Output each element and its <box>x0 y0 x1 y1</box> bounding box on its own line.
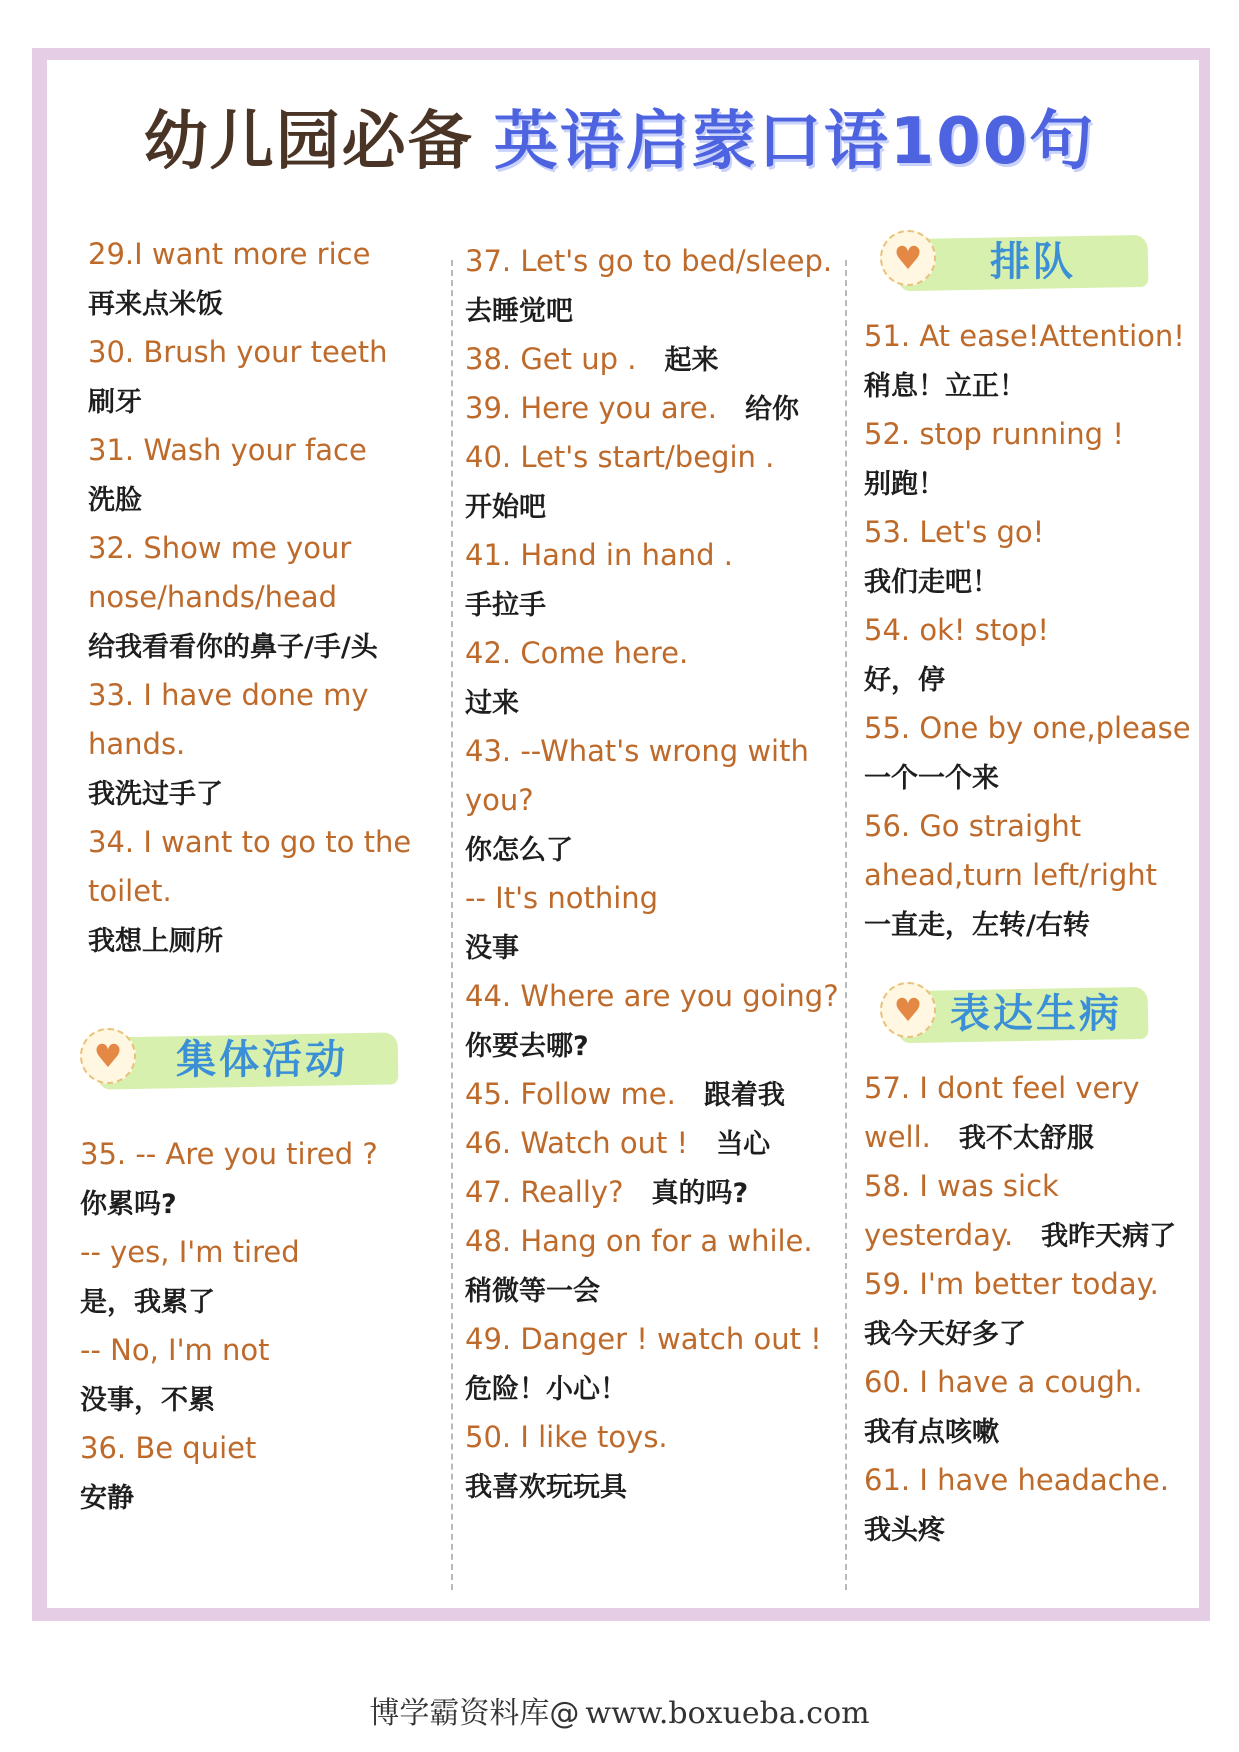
phrase-column-1 <box>80 230 428 1522</box>
chinese-translation: 再来点米饭 <box>88 289 223 320</box>
english-phrase: you? <box>465 783 534 817</box>
english-phrase: 58. I was sick <box>864 1169 1059 1203</box>
chinese-translation: 你累吗? <box>80 1189 177 1220</box>
phrase-list <box>80 1130 428 1522</box>
phrase-line <box>88 769 428 818</box>
chinese-translation: 真的吗? <box>651 1178 749 1209</box>
phrase-line <box>88 475 428 524</box>
chinese-translation: 没事 <box>465 933 519 964</box>
english-phrase: well. <box>864 1120 931 1154</box>
phrase-line <box>465 678 845 727</box>
phrase-line <box>80 1326 428 1375</box>
english-phrase: 38. Get up . <box>465 342 637 376</box>
phrase-line <box>88 622 428 671</box>
phrase-line <box>465 629 845 678</box>
page-title <box>0 90 1239 182</box>
section-label: 排队 <box>990 239 1076 285</box>
english-phrase: 47. Really? <box>465 1175 624 1209</box>
chinese-translation: 给你 <box>744 394 799 425</box>
phrase-line <box>88 818 428 867</box>
english-phrase: 41. Hand in hand . <box>465 538 733 572</box>
english-phrase: 60. I have a cough. <box>864 1365 1143 1399</box>
phrase-line <box>88 524 428 573</box>
english-phrase: 31. Wash your face <box>88 433 367 467</box>
chinese-translation: 开始吧 <box>465 492 546 523</box>
phrase-line <box>864 802 1194 851</box>
section-label: 表达生病 <box>950 991 1122 1037</box>
phrase-line <box>465 237 845 286</box>
phrase-line <box>864 1064 1194 1113</box>
phrase-line <box>88 328 428 377</box>
phrase-line <box>465 1413 845 1462</box>
english-phrase: 57. I dont feel very <box>864 1071 1140 1105</box>
english-phrase: 46. Watch out ! <box>465 1126 689 1160</box>
chinese-translation: 我们走吧！ <box>864 567 999 598</box>
english-phrase: 53. Let's go! <box>864 515 1045 549</box>
chinese-translation: 跟着我 <box>703 1080 785 1111</box>
english-phrase: hands. <box>88 727 186 761</box>
footer-watermark <box>0 1688 1239 1732</box>
phrase-line <box>465 1119 845 1168</box>
english-phrase: 30. Brush your teeth <box>88 335 388 369</box>
phrase-line <box>864 1113 1194 1162</box>
phrase-line <box>864 1211 1194 1260</box>
phrase-line <box>864 1260 1194 1309</box>
phrase-column-3 <box>864 222 1194 1554</box>
phrase-line <box>864 753 1194 802</box>
chinese-translation: 洗脸 <box>88 485 142 516</box>
phrase-line <box>465 972 845 1021</box>
chinese-translation: 别跑！ <box>864 469 945 500</box>
phrase-line <box>465 1070 845 1119</box>
english-phrase: -- yes, I'm tired <box>80 1235 300 1269</box>
phrase-line <box>80 1375 428 1424</box>
english-phrase: ahead,turn left/right <box>864 858 1158 892</box>
phrase-line <box>864 1358 1194 1407</box>
phrase-line <box>80 1228 428 1277</box>
phrase-line <box>864 606 1194 655</box>
phrase-line <box>88 573 428 622</box>
phrase-line <box>88 671 428 720</box>
heart-icon: ♥ <box>80 1028 136 1084</box>
chinese-translation: 我洗过手了 <box>88 779 223 810</box>
phrase-list <box>864 1064 1194 1554</box>
chinese-translation: 给我看看你的鼻子/手/头 <box>88 632 378 663</box>
heart-icon: ♥ <box>880 230 936 286</box>
chinese-translation: 当心 <box>716 1129 771 1160</box>
english-phrase: 39. Here you are. <box>465 391 717 425</box>
english-phrase: 34. I want to go to the <box>88 825 412 859</box>
english-phrase: 61. I have headache. <box>864 1463 1170 1497</box>
english-phrase: 35. -- Are you tired ? <box>80 1137 378 1171</box>
english-phrase: 36. Be quiet <box>80 1431 257 1465</box>
english-phrase: 59. I'm better today. <box>864 1267 1159 1301</box>
phrase-line <box>88 279 428 328</box>
column-divider-2 <box>845 260 847 1590</box>
phrase-line <box>465 384 845 433</box>
phrase-line <box>864 900 1194 949</box>
chinese-translation: 没事，不累 <box>80 1385 215 1416</box>
column-divider-1 <box>451 260 453 1590</box>
phrase-line <box>80 1179 428 1228</box>
english-phrase: 32. Show me your <box>88 531 352 565</box>
chinese-translation: 手拉手 <box>465 590 546 621</box>
phrase-line <box>465 482 845 531</box>
phrase-line <box>864 1505 1194 1554</box>
phrase-line <box>80 1277 428 1326</box>
english-phrase: 49. Danger ! watch out ! <box>465 1322 822 1356</box>
chinese-translation: 你要去哪? <box>465 1031 589 1062</box>
phrase-line <box>465 1021 845 1070</box>
english-phrase: toilet. <box>88 874 172 908</box>
english-phrase: -- It's nothing <box>465 881 659 915</box>
chinese-translation: 我头疼 <box>864 1515 945 1546</box>
chinese-translation: 一直走，左转/右转 <box>864 910 1090 941</box>
phrase-line <box>465 1217 845 1266</box>
section-header-queue <box>880 222 1194 302</box>
section-header-sick <box>880 974 1194 1054</box>
phrase-line <box>465 286 845 335</box>
phrase-line <box>88 867 428 916</box>
chinese-translation: 刷牙 <box>88 387 142 418</box>
phrase-line <box>864 1309 1194 1358</box>
heart-icon: ♥ <box>880 982 936 1038</box>
chinese-translation: 过来 <box>465 688 519 719</box>
title-part-1: 幼儿园必备 <box>143 105 474 179</box>
phrase-line <box>88 426 428 475</box>
phrase-line <box>465 531 845 580</box>
phrase-line <box>864 704 1194 753</box>
chinese-translation: 我有点咳嗽 <box>864 1417 999 1448</box>
phrase-line <box>465 727 845 776</box>
phrase-line <box>864 361 1194 410</box>
english-phrase: -- No, I'm not <box>80 1333 270 1367</box>
footer-site: 博学霸资料库@ <box>369 1696 580 1731</box>
phrase-line <box>465 923 845 972</box>
phrase-line <box>864 508 1194 557</box>
phrase-line <box>864 410 1194 459</box>
phrase-column-2 <box>465 237 845 1511</box>
phrase-line <box>80 1473 428 1522</box>
chinese-translation: 危险！小心！ <box>465 1374 627 1405</box>
phrase-line <box>465 433 845 482</box>
phrase-line <box>864 851 1194 900</box>
chinese-translation: 我想上厕所 <box>88 926 223 957</box>
chinese-translation: 是，我累了 <box>80 1287 215 1318</box>
chinese-translation: 稍息！立正！ <box>864 371 1026 402</box>
phrase-line <box>465 335 845 384</box>
phrase-line <box>465 776 845 825</box>
phrase-line <box>864 557 1194 606</box>
chinese-translation: 好，停 <box>864 665 945 696</box>
chinese-translation: 安静 <box>80 1483 134 1514</box>
phrase-list <box>88 230 428 965</box>
chinese-translation: 一个一个来 <box>864 763 999 794</box>
english-phrase: 43. --What's wrong with <box>465 734 809 768</box>
phrase-line <box>864 312 1194 361</box>
phrase-line <box>80 1424 428 1473</box>
phrase-line <box>465 1462 845 1511</box>
footer-url: www.boxueba.com <box>585 1696 870 1731</box>
phrase-line <box>80 1130 428 1179</box>
english-phrase: 52. stop running ! <box>864 417 1124 451</box>
chinese-translation: 我昨天病了 <box>1041 1221 1177 1252</box>
phrase-line <box>465 874 845 923</box>
phrase-line <box>864 655 1194 704</box>
phrase-line <box>465 1266 845 1315</box>
phrase-line <box>465 1364 845 1413</box>
phrase-line <box>465 1315 845 1364</box>
phrase-line <box>864 1162 1194 1211</box>
phrase-list <box>864 312 1194 949</box>
english-phrase: 48. Hang on for a while. <box>465 1224 813 1258</box>
section-header-group-activity <box>80 1020 428 1100</box>
english-phrase: 42. Come here. <box>465 636 689 670</box>
chinese-translation: 我今天好多了 <box>864 1319 1026 1350</box>
english-phrase: 56. Go straight <box>864 809 1082 843</box>
phrase-line <box>88 230 428 279</box>
english-phrase: 40. Let's start/begin . <box>465 440 775 474</box>
english-phrase: 33. I have done my <box>88 678 369 712</box>
section-label: 集体活动 <box>176 1037 348 1083</box>
english-phrase: 50. I like toys. <box>465 1420 668 1454</box>
english-phrase: yesterday. <box>864 1218 1014 1252</box>
phrase-line <box>88 916 428 965</box>
chinese-translation: 我不太舒服 <box>958 1123 1094 1154</box>
chinese-translation: 去睡觉吧 <box>465 296 573 327</box>
phrase-line <box>465 1168 845 1217</box>
english-phrase: 37. Let's go to bed/sleep. <box>465 244 833 278</box>
english-phrase: 55. One by one,please <box>864 711 1191 745</box>
chinese-translation: 起来 <box>664 345 719 376</box>
english-phrase: nose/hands/head <box>88 580 338 614</box>
phrase-list <box>465 237 845 1511</box>
chinese-translation: 稍微等一会 <box>465 1276 600 1307</box>
chinese-translation: 你怎么了 <box>465 835 573 866</box>
phrase-line <box>88 377 428 426</box>
english-phrase: 29.I want more rice <box>88 237 371 271</box>
phrase-line <box>864 1407 1194 1456</box>
english-phrase: 45. Follow me. <box>465 1077 676 1111</box>
phrase-line <box>88 720 428 769</box>
english-phrase: 44. Where are you going? <box>465 979 839 1013</box>
phrase-line <box>864 459 1194 508</box>
title-part-2: 英语启蒙口语100句 <box>493 105 1096 179</box>
english-phrase: 51. At ease!Attention! <box>864 319 1185 353</box>
english-phrase: 54. ok! stop! <box>864 613 1049 647</box>
phrase-line <box>465 580 845 629</box>
chinese-translation: 我喜欢玩玩具 <box>465 1472 627 1503</box>
phrase-line <box>864 1456 1194 1505</box>
phrase-line <box>465 825 845 874</box>
